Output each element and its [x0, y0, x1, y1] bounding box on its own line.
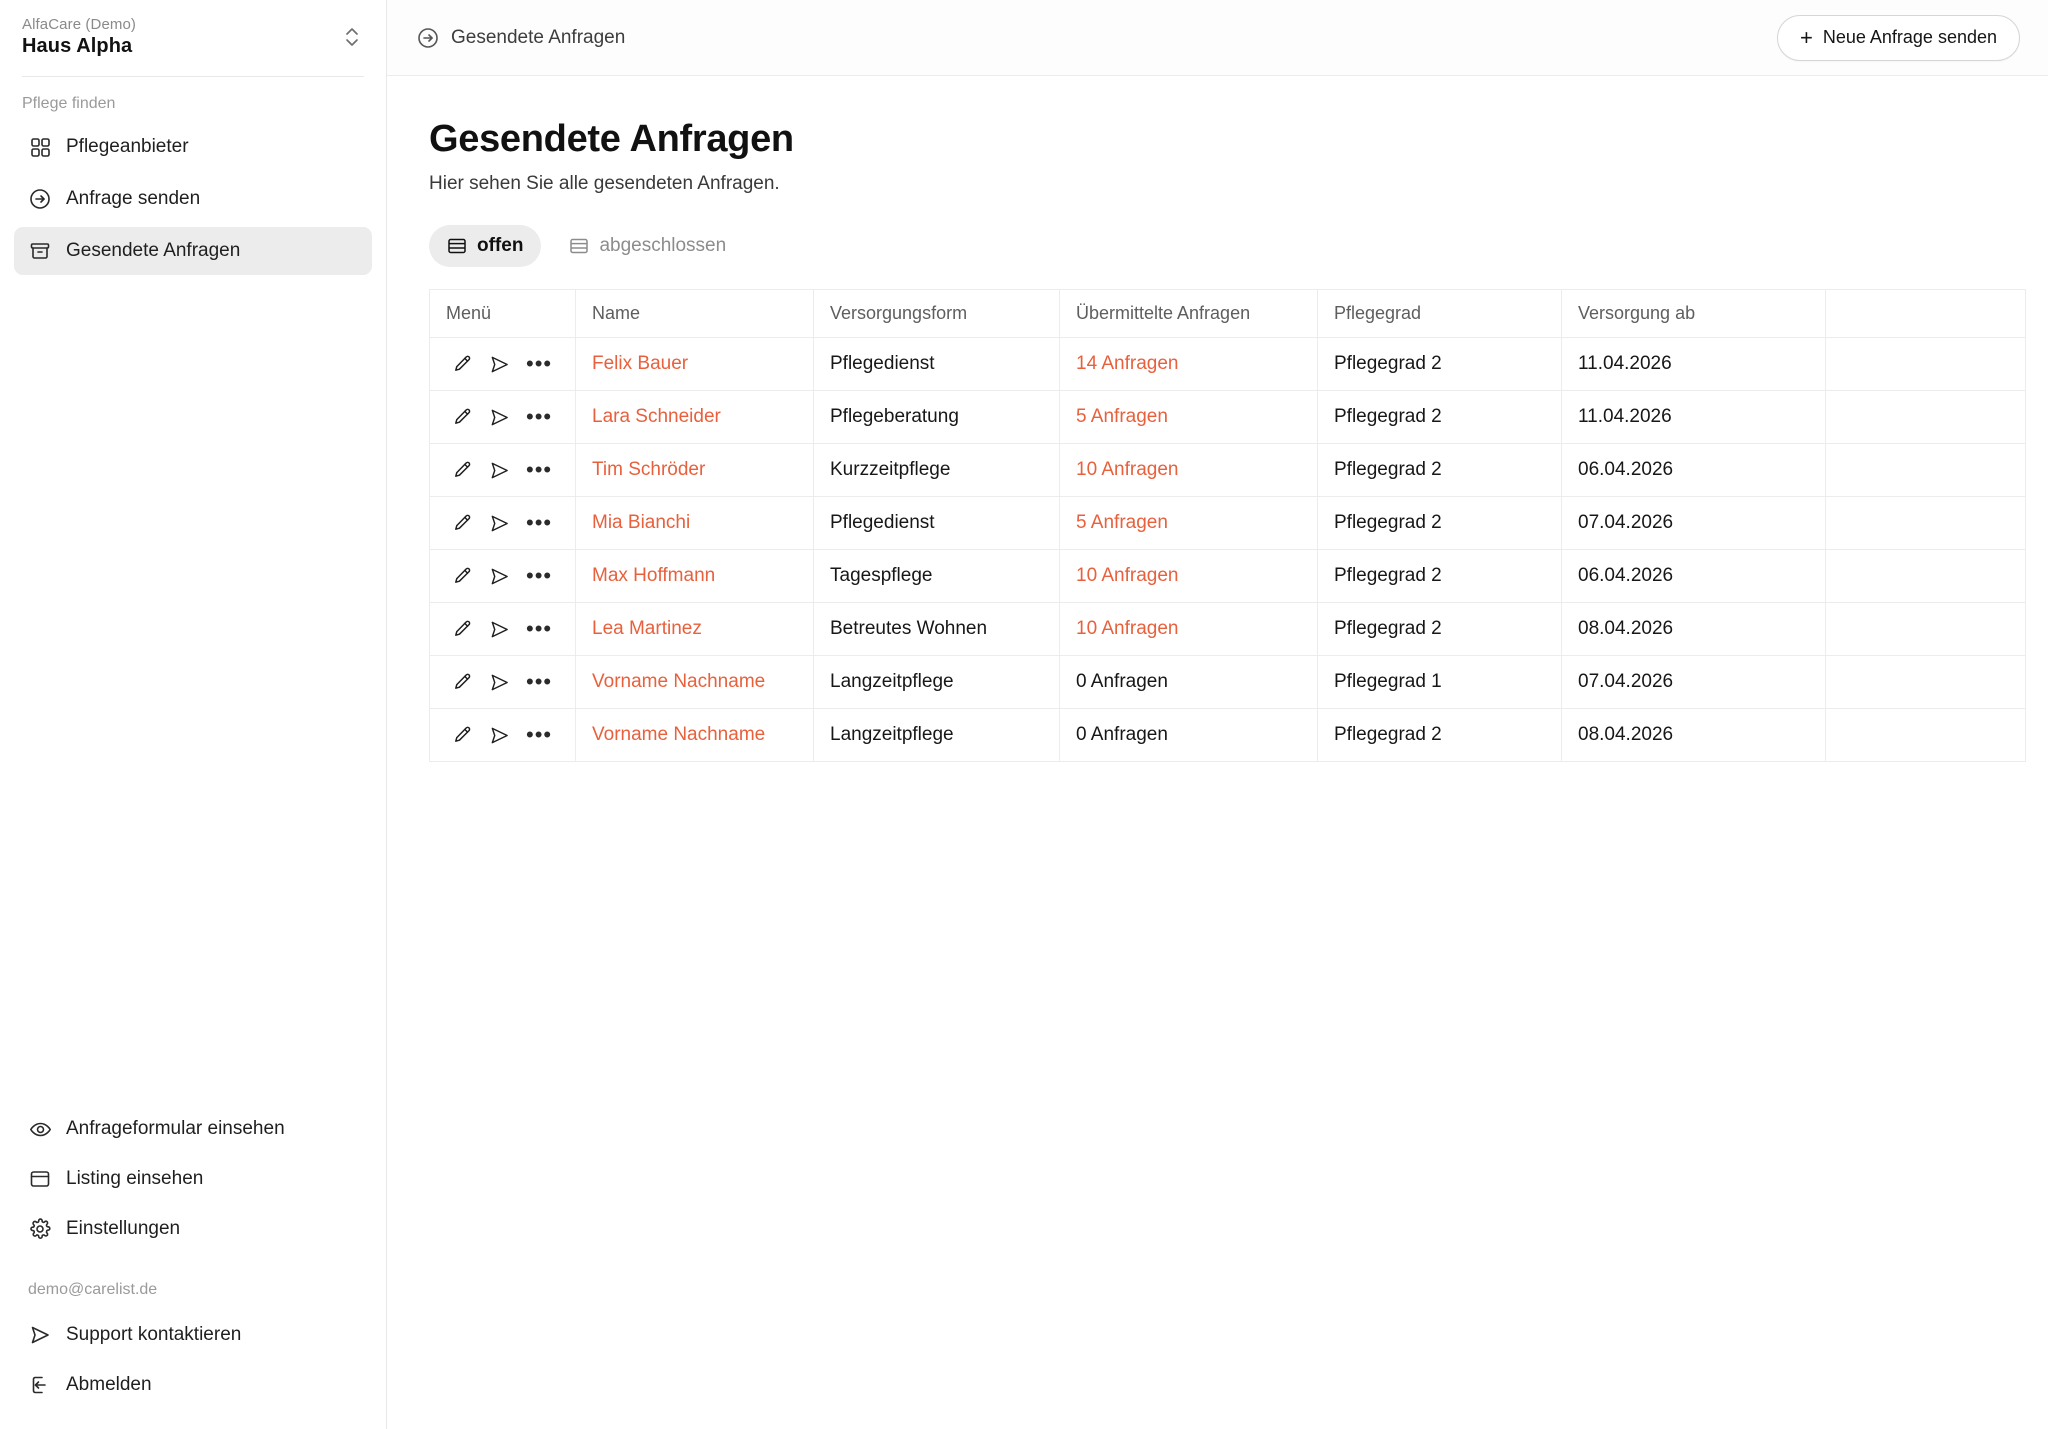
edit-icon[interactable]	[452, 672, 473, 693]
table-row	[430, 497, 2026, 550]
cell-versorgung-ab	[1562, 391, 1826, 444]
new-request-button-label: Neue Anfrage senden	[1822, 27, 1997, 47]
cell-name-value: Mia Bianchi	[592, 512, 691, 533]
requests-table	[429, 289, 2026, 762]
send-icon[interactable]	[489, 672, 510, 693]
cell-versorgungsform	[814, 338, 1060, 391]
cell-spacer	[1826, 338, 2026, 391]
cell-name[interactable]	[576, 550, 814, 603]
send-icon[interactable]	[489, 725, 510, 746]
column-header-uebermittelte-anfragen: Übermittelte Anfragen	[1060, 290, 1318, 338]
cell-name[interactable]	[576, 709, 814, 762]
cell-versorgungsform-value: Tagespflege	[830, 565, 933, 586]
cell-name-value: Felix Bauer	[592, 353, 689, 374]
edit-icon[interactable]	[452, 619, 473, 640]
sidebar-section-label: Pflege finden	[22, 95, 116, 112]
cell-versorgung-ab-value: 11.04.2026	[1578, 353, 1672, 374]
cell-versorgung-ab-value: 07.04.2026	[1578, 512, 1674, 533]
table-row	[430, 603, 2026, 656]
cell-versorgung-ab	[1562, 709, 1826, 762]
table-header-row	[430, 290, 2026, 338]
sidebar-item-listing-einsehen[interactable]	[14, 1155, 372, 1203]
cell-name[interactable]	[576, 497, 814, 550]
tab-label: abgeschlossen	[599, 235, 727, 256]
cell-versorgung-ab	[1562, 550, 1826, 603]
cell-versorgungsform-value: Betreutes Wohnen	[830, 618, 988, 639]
send-icon[interactable]	[489, 407, 510, 428]
edit-icon[interactable]	[452, 566, 473, 587]
more-options-icon[interactable]: •••	[526, 404, 553, 429]
cell-versorgungsform-value: Kurzzeitpflege	[830, 459, 951, 480]
cell-versorgungsform	[814, 497, 1060, 550]
new-request-button[interactable]	[1777, 15, 2020, 61]
cell-name[interactable]	[576, 338, 814, 391]
send-icon[interactable]	[489, 354, 510, 375]
row-menu-cell	[430, 338, 576, 391]
table-icon	[569, 236, 589, 256]
edit-icon[interactable]	[452, 407, 473, 428]
cell-name-value: Vorname Nachname	[592, 671, 766, 692]
workspace-switcher[interactable]	[0, 0, 386, 76]
more-options-icon[interactable]: •••	[526, 457, 553, 482]
sidebar-item-label: Gesendete Anfragen	[66, 240, 241, 261]
plus-icon: +	[1800, 24, 1813, 50]
sidebar-item-support-kontaktieren[interactable]	[14, 1311, 372, 1359]
edit-icon[interactable]	[452, 460, 473, 481]
arrow-circle-right-icon	[417, 27, 439, 49]
status-tabs	[429, 225, 2048, 267]
cell-uebermittelte-anfragen-value: 14 Anfragen	[1076, 353, 1179, 374]
column-header-empty	[1826, 290, 2026, 338]
cell-pflegegrad	[1318, 338, 1562, 391]
window-icon	[28, 1167, 52, 1191]
cell-uebermittelte-anfragen	[1060, 709, 1318, 762]
more-options-icon[interactable]: •••	[526, 669, 553, 694]
cell-versorgungsform	[814, 444, 1060, 497]
more-options-icon[interactable]: •••	[526, 616, 553, 641]
cell-uebermittelte-anfragen[interactable]	[1060, 338, 1318, 391]
cell-versorgung-ab-value: 11.04.2026	[1578, 406, 1672, 427]
cell-uebermittelte-anfragen[interactable]	[1060, 391, 1318, 444]
cell-uebermittelte-anfragen-value: 10 Anfragen	[1076, 459, 1179, 480]
cell-name-value: Tim Schröder	[592, 459, 706, 480]
column-header-pflegegrad: Pflegegrad	[1318, 290, 1562, 338]
cell-versorgungsform-value: Langzeitpflege	[830, 724, 954, 745]
grid-icon	[28, 135, 52, 159]
page-subtitle: Hier sehen Sie alle gesendeten Anfragen.	[429, 173, 780, 194]
cell-versorgungsform	[814, 656, 1060, 709]
cell-versorgung-ab	[1562, 603, 1826, 656]
edit-icon[interactable]	[452, 354, 473, 375]
tab-label: offen	[477, 235, 524, 256]
send-icon[interactable]	[489, 619, 510, 640]
more-options-icon[interactable]: •••	[526, 563, 553, 588]
cell-uebermittelte-anfragen-value: 0 Anfragen	[1076, 724, 1168, 745]
table-header	[430, 290, 2026, 338]
cell-spacer	[1826, 550, 2026, 603]
send-icon[interactable]	[489, 460, 510, 481]
row-actions	[446, 565, 559, 587]
more-options-icon[interactable]: •••	[526, 510, 553, 535]
cell-pflegegrad	[1318, 497, 1562, 550]
tab-offen[interactable]	[429, 225, 541, 267]
more-options-icon[interactable]: •••	[526, 351, 553, 376]
logout-icon	[28, 1373, 52, 1397]
sidebar-item-label: Pflegeanbieter	[66, 136, 189, 157]
workspace-org: AlfaCare (Demo)	[22, 16, 137, 33]
more-options-icon[interactable]: •••	[526, 722, 553, 747]
row-menu-cell	[430, 709, 576, 762]
table-body	[430, 338, 2026, 762]
row-menu-cell	[430, 444, 576, 497]
cell-name-value: Vorname Nachname	[592, 724, 766, 745]
cell-pflegegrad-value: Pflegegrad 2	[1334, 353, 1442, 374]
cell-pflegegrad-value: Pflegegrad 2	[1334, 406, 1442, 427]
sidebar-bottom	[0, 1103, 386, 1429]
cell-name[interactable]	[576, 656, 814, 709]
cell-pflegegrad-value: Pflegegrad 2	[1334, 459, 1442, 480]
row-actions	[446, 724, 559, 746]
cell-versorgung-ab-value: 06.04.2026	[1578, 565, 1674, 586]
send-icon	[28, 1323, 52, 1347]
main-area	[387, 0, 2048, 1429]
cell-spacer	[1826, 391, 2026, 444]
cell-spacer	[1826, 656, 2026, 709]
row-actions	[446, 406, 559, 428]
cell-versorgungsform	[814, 391, 1060, 444]
row-menu-cell	[430, 391, 576, 444]
cell-versorgung-ab-value: 06.04.2026	[1578, 459, 1674, 480]
cell-name-value: Lara Schneider	[592, 406, 721, 427]
table-row	[430, 550, 2026, 603]
table-row	[430, 391, 2026, 444]
cell-versorgungsform-value: Langzeitpflege	[830, 671, 954, 692]
cell-pflegegrad-value: Pflegegrad 2	[1334, 724, 1442, 745]
table-row	[430, 656, 2026, 709]
cell-versorgungsform	[814, 709, 1060, 762]
row-menu-cell	[430, 497, 576, 550]
cell-pflegegrad	[1318, 709, 1562, 762]
gear-icon	[28, 1217, 52, 1241]
cell-spacer	[1826, 444, 2026, 497]
workspace-text	[22, 16, 136, 58]
table-row	[430, 338, 2026, 391]
row-actions	[446, 459, 559, 481]
cell-pflegegrad	[1318, 656, 1562, 709]
tab-abgeschlossen[interactable]	[551, 225, 744, 267]
row-menu-cell	[430, 656, 576, 709]
column-header-versorgungsform: Versorgungsform	[814, 290, 1060, 338]
cell-versorgung-ab	[1562, 338, 1826, 391]
cell-spacer	[1826, 603, 2026, 656]
cell-versorgungsform	[814, 603, 1060, 656]
send-icon[interactable]	[489, 513, 510, 534]
cell-name[interactable]	[576, 391, 814, 444]
sidebar-item-anfrageformular-einsehen[interactable]	[14, 1105, 372, 1153]
sidebar-item-label: Listing einsehen	[66, 1168, 204, 1189]
edit-icon[interactable]	[452, 513, 473, 534]
cell-versorgung-ab	[1562, 656, 1826, 709]
cell-versorgung-ab-value: 07.04.2026	[1578, 671, 1674, 692]
arrow-circle-right-icon	[28, 187, 52, 211]
table-row	[430, 709, 2026, 762]
cell-uebermittelte-anfragen-value: 10 Anfragen	[1076, 565, 1179, 586]
sidebar-item-label: Einstellungen	[66, 1218, 181, 1239]
page-content	[387, 76, 2048, 762]
cell-uebermittelte-anfragen-value: 5 Anfragen	[1076, 406, 1168, 427]
page-title: Gesendete Anfragen	[429, 118, 794, 160]
row-menu-cell	[430, 603, 576, 656]
send-icon[interactable]	[489, 566, 510, 587]
sidebar-item-einstellungen[interactable]	[14, 1205, 372, 1253]
sidebar-item-label: Anfrageformular einsehen	[66, 1118, 285, 1139]
row-actions	[446, 353, 559, 375]
cell-versorgungsform-value: Pflegedienst	[830, 353, 935, 374]
cell-pflegegrad	[1318, 603, 1562, 656]
cell-pflegegrad	[1318, 550, 1562, 603]
cell-spacer	[1826, 709, 2026, 762]
cell-name-value: Max Hoffmann	[592, 565, 716, 586]
cell-name[interactable]	[576, 603, 814, 656]
cell-pflegegrad-value: Pflegegrad 2	[1334, 512, 1442, 533]
topbar	[387, 0, 2048, 76]
cell-versorgungsform-value: Pflegedienst	[830, 512, 935, 533]
cell-uebermittelte-anfragen-value: 0 Anfragen	[1076, 671, 1168, 692]
row-actions	[446, 512, 559, 534]
cell-uebermittelte-anfragen[interactable]	[1060, 603, 1318, 656]
edit-icon[interactable]	[452, 725, 473, 746]
column-header-menu: Menü	[430, 290, 576, 338]
cell-pflegegrad-value: Pflegegrad 2	[1334, 565, 1442, 586]
user-email: demo@carelist.de	[28, 1281, 158, 1298]
cell-versorgung-ab	[1562, 444, 1826, 497]
sidebar-item-gesendete-anfragen[interactable]	[14, 227, 372, 275]
row-actions	[446, 618, 559, 640]
eye-icon	[28, 1117, 52, 1141]
cell-pflegegrad	[1318, 444, 1562, 497]
breadcrumb-label: Gesendete Anfragen	[451, 26, 626, 48]
cell-pflegegrad-value: Pflegegrad 2	[1334, 618, 1442, 639]
cell-uebermittelte-anfragen-value: 10 Anfragen	[1076, 618, 1179, 639]
cell-name-value: Lea Martinez	[592, 618, 702, 639]
cell-versorgung-ab	[1562, 497, 1826, 550]
cell-pflegegrad-value: Pflegegrad 1	[1334, 671, 1442, 692]
cell-uebermittelte-anfragen-value: 5 Anfragen	[1076, 512, 1168, 533]
column-header-name: Name	[576, 290, 814, 338]
workspace-name: Haus Alpha	[22, 35, 133, 57]
sidebar-item-abmelden[interactable]	[14, 1361, 372, 1409]
cell-uebermittelte-anfragen[interactable]	[1060, 550, 1318, 603]
column-header-versorgung-ab: Versorgung ab	[1562, 290, 1826, 338]
sidebar	[0, 0, 387, 1429]
cell-versorgung-ab-value: 08.04.2026	[1578, 724, 1674, 745]
cell-spacer	[1826, 497, 2026, 550]
archive-icon	[28, 239, 52, 263]
sidebar-item-pflegeanbieter[interactable]	[14, 123, 372, 171]
cell-versorgung-ab-value: 08.04.2026	[1578, 618, 1674, 639]
cell-uebermittelte-anfragen[interactable]	[1060, 444, 1318, 497]
table-row	[430, 444, 2026, 497]
chevron-up-down-icon[interactable]	[340, 23, 364, 51]
table-icon	[447, 236, 467, 256]
sidebar-item-anfrage-senden[interactable]	[14, 175, 372, 223]
sidebar-item-label: Support kontaktieren	[66, 1324, 242, 1345]
cell-uebermittelte-anfragen[interactable]	[1060, 497, 1318, 550]
cell-versorgungsform-value: Pflegeberatung	[830, 406, 959, 427]
sidebar-item-label: Anfrage senden	[66, 188, 201, 209]
row-actions	[446, 671, 559, 693]
cell-versorgungsform	[814, 550, 1060, 603]
sidebar-item-label: Abmelden	[66, 1374, 152, 1395]
cell-uebermittelte-anfragen	[1060, 656, 1318, 709]
row-menu-cell	[430, 550, 576, 603]
cell-pflegegrad	[1318, 391, 1562, 444]
cell-name[interactable]	[576, 444, 814, 497]
breadcrumb	[417, 27, 625, 49]
